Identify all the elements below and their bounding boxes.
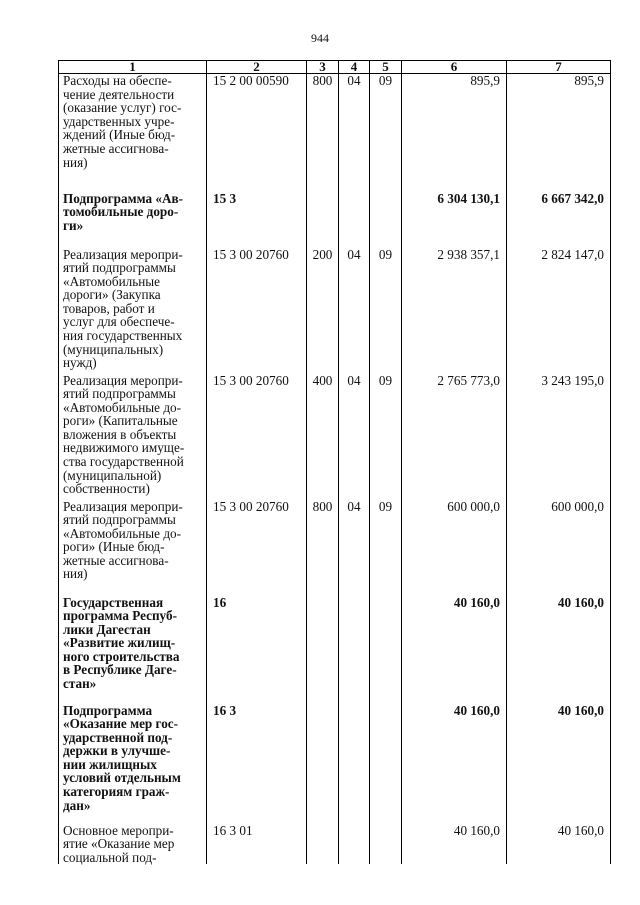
row-rz <box>339 704 370 824</box>
header-row <box>59 61 611 74</box>
row-sum1: 40 160,0 <box>402 824 507 865</box>
row-name-line: собственности) <box>63 481 150 497</box>
row-sum1: 895,9 <box>402 74 507 192</box>
row-name-line: Подпрограмма <box>63 702 153 718</box>
row-name-line: нии жилищных <box>63 756 157 772</box>
row-name-line: условий отдельным <box>63 770 181 786</box>
row-name-line: услуг для обеспече- <box>63 314 175 330</box>
row-pr: 09 <box>370 248 402 374</box>
row-sum2: 40 160,0 <box>507 824 611 865</box>
table-row <box>59 248 611 374</box>
header-cell-1: 1 <box>59 61 207 74</box>
row-sum1: 40 160,0 <box>402 596 507 704</box>
row-sum2: 600 000,0 <box>507 500 611 596</box>
row-name-line: категориям граж- <box>63 784 170 800</box>
row-name-line: в Республике Даге- <box>63 662 177 678</box>
header-cell-2: 2 <box>207 61 307 74</box>
table-row <box>59 500 611 596</box>
row-name-line: (муниципальной) <box>63 467 162 483</box>
row-sum2: 2 824 147,0 <box>507 248 611 374</box>
row-code: 15 3 <box>207 192 307 248</box>
row-name-line: недвижимого имуще- <box>63 440 185 456</box>
row-vr <box>307 824 339 865</box>
row-name-line: «Автомобильные <box>63 273 161 289</box>
row-name-line: вложения в объекты <box>63 426 177 442</box>
row-name <box>59 596 207 704</box>
row-code: 16 <box>207 596 307 704</box>
row-name-line: томобильные доро- <box>63 204 179 220</box>
row-sum2: 895,9 <box>507 74 611 192</box>
row-rz: 04 <box>339 74 370 192</box>
row-name-line: жетные ассигнова- <box>63 552 169 568</box>
row-pr <box>370 704 402 824</box>
row-name-line: роги» (Иные бюд- <box>63 539 165 555</box>
row-name-line: (оказание услуг) гос- <box>63 100 182 116</box>
table-row <box>59 704 611 824</box>
row-name-line: ния государственных <box>63 328 183 344</box>
row-name-line: Расходы на обеспе- <box>63 73 172 88</box>
row-vr: 800 <box>307 74 339 192</box>
table-body <box>59 74 611 865</box>
row-code: 15 2 00 00590 <box>207 74 307 192</box>
row-pr: 09 <box>370 374 402 500</box>
header-cell-6: 6 <box>402 61 507 74</box>
row-sum1: 2 765 773,0 <box>402 374 507 500</box>
row-vr: 800 <box>307 500 339 596</box>
row-sum2: 6 667 342,0 <box>507 192 611 248</box>
table-row <box>59 74 611 192</box>
row-name-line: ния) <box>63 154 88 170</box>
row-name-line: Государственная <box>63 594 164 610</box>
row-rz: 04 <box>339 248 370 374</box>
row-name-line: держки в улучше- <box>63 743 171 759</box>
row-name-line: ятие «Оказание мер <box>63 836 175 852</box>
row-sum2: 3 243 195,0 <box>507 374 611 500</box>
header-cell-4: 4 <box>339 61 370 74</box>
header-cell-3: 3 <box>307 61 339 74</box>
row-name-line: ударственных учре- <box>63 113 175 129</box>
budget-table <box>58 60 611 864</box>
row-pr <box>370 596 402 704</box>
row-name <box>59 192 207 248</box>
row-sum2: 40 160,0 <box>507 704 611 824</box>
row-pr <box>370 824 402 865</box>
row-rz: 04 <box>339 500 370 596</box>
row-name-line: стан» <box>63 676 97 692</box>
header-cell-7: 7 <box>507 61 611 74</box>
row-name-line: социальной под- <box>63 849 157 865</box>
row-name-line: «Автомобильные до- <box>63 525 182 541</box>
row-name-line: ятий подпрограммы <box>63 512 176 528</box>
row-name-line: ства государственной <box>63 454 184 470</box>
row-name-line: лики Дагестан <box>63 621 151 637</box>
row-vr <box>307 704 339 824</box>
table-row <box>59 374 611 500</box>
row-name-line: чение деятельности <box>63 86 175 102</box>
row-sum1: 6 304 130,1 <box>402 192 507 248</box>
row-name-line: Основное меропри- <box>63 822 174 838</box>
row-sum1: 2 938 357,1 <box>402 248 507 374</box>
row-sum1: 40 160,0 <box>402 704 507 824</box>
row-name-line: (муниципальных) <box>63 341 164 357</box>
row-name-line: нужд) <box>63 355 97 371</box>
row-pr: 09 <box>370 74 402 192</box>
row-vr: 200 <box>307 248 339 374</box>
row-name-line: ния) <box>63 566 88 582</box>
row-name <box>59 500 207 596</box>
row-name-line: программа Респуб- <box>63 608 177 624</box>
row-vr <box>307 596 339 704</box>
page-number: 944 <box>311 31 329 45</box>
row-name-line: роги» (Капитальные <box>63 413 178 429</box>
row-pr <box>370 192 402 248</box>
row-name <box>59 704 207 824</box>
row-rz: 04 <box>339 374 370 500</box>
row-name-line: Реализация меропри- <box>63 372 183 388</box>
row-name-line: дороги» (Закупка <box>63 287 161 303</box>
row-code: 15 3 00 20760 <box>207 374 307 500</box>
row-code: 15 3 00 20760 <box>207 248 307 374</box>
row-name-line: дан» <box>63 797 91 813</box>
row-name-line: ного строительства <box>63 648 180 664</box>
row-vr: 400 <box>307 374 339 500</box>
row-name-line: «Оказание мер гос- <box>63 716 179 732</box>
row-name-line: Реализация меропри- <box>63 246 183 262</box>
row-name-line: Подпрограмма «Ав- <box>63 190 183 206</box>
row-vr <box>307 192 339 248</box>
header-cell-5: 5 <box>370 61 402 74</box>
row-name-line: товаров, работ и <box>63 300 155 316</box>
row-name-line: Реализация меропри- <box>63 498 183 514</box>
row-name-line: «Развитие жилищ- <box>63 635 176 651</box>
row-name-line: ждений (Иные бюд- <box>63 127 176 143</box>
row-name <box>59 74 207 192</box>
row-name-line: ги» <box>63 217 84 233</box>
row-code: 15 3 00 20760 <box>207 500 307 596</box>
row-name-line: ятий подпрограммы <box>63 386 176 402</box>
table-row <box>59 192 611 248</box>
row-code: 16 3 01 <box>207 824 307 865</box>
row-rz <box>339 596 370 704</box>
table-row <box>59 824 611 865</box>
row-name <box>59 374 207 500</box>
row-sum1: 600 000,0 <box>402 500 507 596</box>
row-pr: 09 <box>370 500 402 596</box>
row-name-line: жетные ассигнова- <box>63 140 169 156</box>
row-name-line: «Автомобильные до- <box>63 399 182 415</box>
row-rz <box>339 192 370 248</box>
table-row <box>59 596 611 704</box>
row-sum2: 40 160,0 <box>507 596 611 704</box>
row-name-line: ударственной под- <box>63 729 173 745</box>
row-name <box>59 824 207 865</box>
row-code: 16 3 <box>207 704 307 824</box>
row-rz <box>339 824 370 865</box>
row-name <box>59 248 207 374</box>
row-name-line: ятий подпрограммы <box>63 260 176 276</box>
